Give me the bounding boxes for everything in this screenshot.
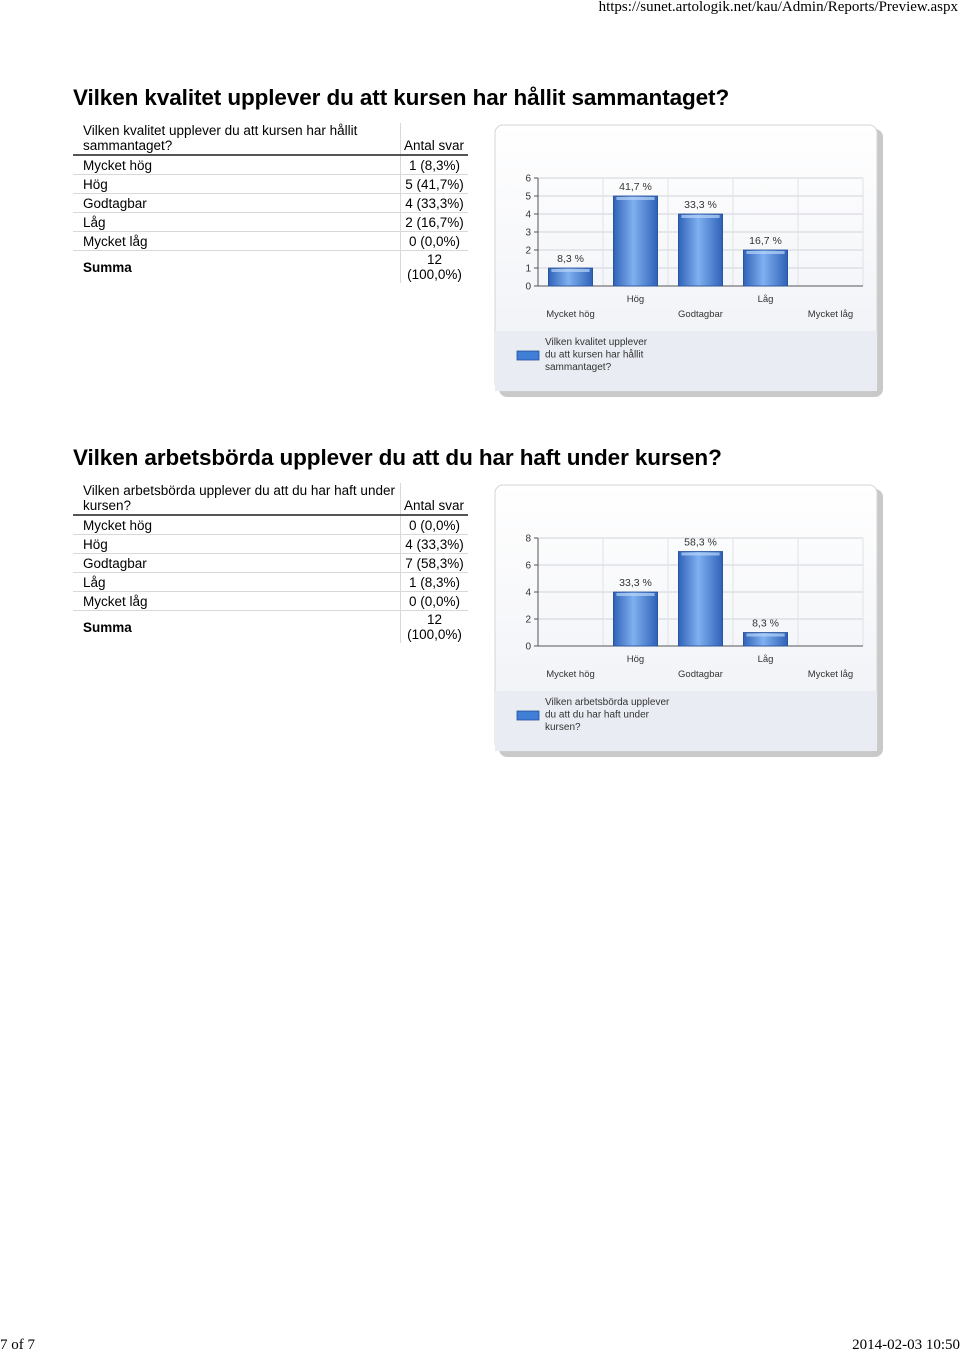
bar-highlight	[681, 553, 719, 556]
data-label: 33,3 %	[619, 577, 652, 589]
y-tick-label: 5	[525, 191, 531, 203]
table-row	[73, 592, 468, 611]
bar	[678, 552, 722, 647]
x-tick-label: Låg	[757, 294, 774, 305]
chart-svg-1	[493, 123, 885, 399]
question-section-1	[73, 85, 933, 373]
legend-label: du att du har haft under	[545, 709, 649, 721]
row-label: Mycket låg	[83, 593, 148, 609]
legend-swatch	[517, 351, 539, 360]
y-tick-label: 8	[525, 533, 531, 545]
results-table-2	[73, 483, 468, 643]
legend-label: Vilken kvalitet upplever	[545, 337, 648, 348]
total-percent: (100,0%)	[407, 267, 462, 282]
y-tick-label: 2	[525, 614, 531, 626]
row-value: 4 (33,3%)	[401, 535, 469, 554]
row-label: Mycket låg	[83, 233, 148, 249]
row-label: Låg	[83, 574, 106, 590]
row-value: 1 (8,3%)	[401, 573, 469, 592]
y-tick-label: 6	[525, 173, 531, 185]
bar-highlight	[616, 593, 654, 596]
data-label: 41,7 %	[619, 181, 652, 193]
data-label: 33,3 %	[684, 199, 717, 211]
y-tick-label: 4	[525, 587, 531, 599]
page-number: 7 of 7	[0, 1337, 35, 1353]
y-tick-label: 1	[525, 263, 531, 275]
table-question-header: Vilken arbetsbörda upplever du att du har haft under kursen?	[83, 483, 395, 513]
total-label: Summa	[83, 619, 132, 635]
row-value: 7 (58,3%)	[401, 554, 469, 573]
data-label: 8,3 %	[557, 253, 584, 265]
table-row	[73, 175, 468, 194]
row-value: 0 (0,0%)	[401, 592, 469, 611]
x-tick-label: Hög	[626, 654, 645, 665]
x-tick-label: Låg	[757, 654, 774, 665]
x-tick-label: Hög	[626, 294, 645, 305]
bar-highlight	[616, 197, 654, 200]
bar-chart-2	[493, 483, 885, 759]
chart-svg-2	[493, 483, 885, 759]
total-percent: (100,0%)	[407, 627, 462, 642]
table-row	[73, 554, 468, 573]
bar	[613, 592, 657, 646]
y-tick-label: 0	[525, 281, 531, 293]
legend-label: sammantaget?	[545, 362, 612, 373]
table-row	[73, 194, 468, 213]
row-value: 2 (16,7%)	[401, 213, 469, 232]
x-tick-label: Mycket hög	[546, 669, 595, 680]
row-value: 1 (8,3%)	[401, 155, 469, 175]
row-label: Hög	[83, 536, 108, 552]
row-value: 5 (41,7%)	[401, 175, 469, 194]
question-title-2: Vilken arbetsbörda upplever du att du har haft under kursen?	[73, 445, 722, 470]
row-value: 4 (33,3%)	[401, 194, 469, 213]
x-tick-label: Mycket låg	[807, 309, 854, 320]
table-total-row	[73, 251, 468, 284]
results-table-1	[73, 123, 468, 283]
legend-swatch	[517, 711, 539, 720]
print-timestamp: 2014-02-03 10:50	[852, 1337, 960, 1353]
bar	[743, 250, 787, 286]
table-count-header: Antal svar	[401, 483, 469, 515]
row-label: Mycket hög	[83, 517, 153, 533]
row-value: 0 (0,0%)	[401, 515, 469, 535]
bar	[613, 196, 657, 286]
bar-chart-1	[493, 123, 885, 399]
row-label: Godtagbar	[83, 195, 147, 211]
bar-highlight	[746, 251, 784, 254]
total-count: 12	[426, 612, 443, 627]
x-tick-label: Mycket hög	[546, 309, 595, 320]
total-count: 12	[426, 252, 443, 267]
table-row	[73, 232, 468, 251]
x-tick-label: Godtagbar	[678, 309, 723, 320]
table-question-header: Vilken kvalitet upplever du att kursen har hållit sammantaget?	[83, 123, 358, 153]
table-row	[73, 515, 468, 535]
data-label: 16,7 %	[749, 235, 782, 247]
question-section-2	[73, 445, 933, 733]
table-row	[73, 573, 468, 592]
y-tick-label: 0	[525, 641, 531, 653]
page-url: https://sunet.artologik.net/kau/Admin/Reports/Preview.aspx	[598, 0, 958, 15]
y-tick-label: 3	[525, 227, 531, 239]
x-tick-label: Godtagbar	[678, 669, 723, 680]
row-value: 0 (0,0%)	[401, 232, 469, 251]
y-tick-label: 4	[525, 209, 531, 221]
total-value	[401, 611, 469, 644]
bar-highlight	[681, 215, 719, 218]
table-total-row	[73, 611, 468, 644]
table-row	[73, 535, 468, 554]
legend-label: kursen?	[545, 722, 581, 733]
bar	[678, 214, 722, 286]
bar-highlight	[551, 269, 589, 272]
row-label: Hög	[83, 176, 108, 192]
table-row	[73, 155, 468, 175]
row-label: Godtagbar	[83, 555, 147, 571]
data-label: 58,3 %	[684, 536, 717, 549]
table-count-header: Antal svar	[401, 123, 469, 155]
y-tick-label: 6	[525, 560, 531, 572]
table-row	[73, 213, 468, 232]
data-label: 8,3 %	[752, 617, 779, 630]
total-label: Summa	[83, 259, 132, 275]
row-label: Mycket hög	[83, 157, 153, 173]
row-label: Låg	[83, 214, 106, 230]
legend-label: Vilken arbetsbörda upplever	[545, 697, 670, 708]
y-tick-label: 2	[525, 245, 531, 257]
legend-label: du att kursen har hållit	[545, 349, 644, 361]
question-title-1: Vilken kvalitet upplever du att kursen har hållit sammantaget?	[73, 85, 730, 110]
x-tick-label: Mycket låg	[807, 669, 854, 680]
total-value	[401, 251, 469, 284]
bar-highlight	[746, 634, 784, 637]
